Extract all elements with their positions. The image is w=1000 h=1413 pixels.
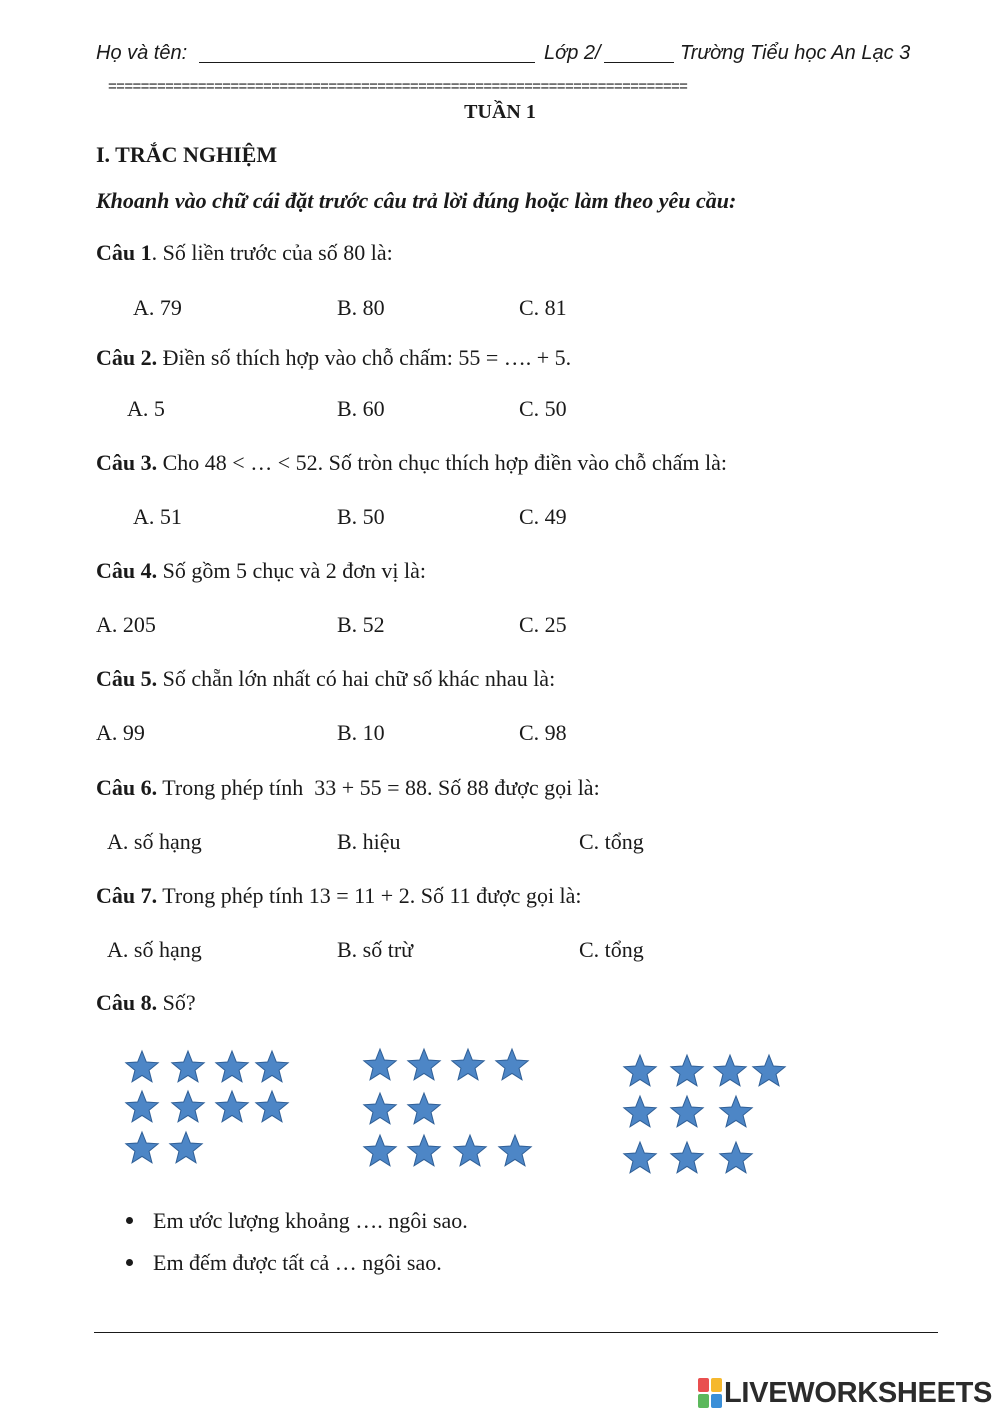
question-label: Câu 2. (96, 345, 158, 370)
question-text: Trong phép tính 33 + 55 = 88. Số 88 được gọi là: (157, 775, 600, 800)
question-text: Số chẵn lớn nhất có hai chữ số khác nhau là: (157, 666, 556, 691)
footer-rule (94, 1332, 938, 1333)
option-c[interactable]: C. 25 (519, 612, 567, 637)
count-text: Em đếm được tất cả … ngôi sao. (153, 1250, 442, 1275)
star-icon (216, 1051, 248, 1082)
option-c[interactable]: C. 49 (519, 504, 567, 529)
star-icon (408, 1049, 440, 1080)
star-icon (364, 1135, 396, 1166)
option-b[interactable]: B. 52 (337, 612, 385, 637)
option-b[interactable]: B. số trừ (337, 937, 414, 962)
star-icon (256, 1051, 288, 1082)
page-title: TUẦN 1 (464, 101, 536, 123)
option-c[interactable]: C. tổng (579, 937, 644, 962)
option-b[interactable]: B. hiệu (337, 829, 401, 854)
option-b[interactable]: B. 60 (337, 396, 385, 421)
star-icon (172, 1091, 204, 1122)
option-b[interactable]: B. 50 (337, 504, 385, 529)
bullet-icon (126, 1259, 133, 1266)
star-icon (671, 1096, 703, 1127)
question-label: Câu 5. (96, 666, 158, 691)
star-icon (720, 1096, 752, 1127)
option-c[interactable]: C. tổng (579, 829, 644, 854)
estimate-text: Em ước lượng khoảng …. ngôi sao. (153, 1208, 468, 1233)
star-icon (126, 1132, 158, 1163)
question-text: . Số liền trước của số 80 là: (151, 240, 393, 265)
question-label: Câu 6. (96, 775, 158, 800)
question-label: Câu 4. (96, 558, 158, 583)
star-icon (216, 1091, 248, 1122)
star-icon (454, 1135, 486, 1166)
logo-text: LIVEWORKSHEETS (724, 1376, 993, 1409)
star-icon (256, 1091, 288, 1122)
school-name: Trường Tiểu học An Lạc 3 (680, 42, 911, 64)
star-icon (126, 1051, 158, 1082)
star-icon (624, 1055, 656, 1086)
option-a[interactable]: A. 51 (133, 504, 182, 529)
star-icon (753, 1055, 785, 1086)
question-label: Câu 7. (96, 883, 158, 908)
separator-line: ======================================================================= (108, 78, 688, 95)
star-group-3 (624, 1055, 785, 1173)
star-icon (720, 1142, 752, 1173)
star-icon (126, 1091, 158, 1122)
star-group-1 (126, 1051, 288, 1163)
star-icon (624, 1096, 656, 1127)
bullet-icon (126, 1217, 133, 1224)
instruction-text: Khoanh vào chữ cái đặt trước câu trả lời đúng hoặc làm theo yêu cầu: (96, 188, 737, 213)
star-icon (364, 1093, 396, 1124)
star-icon (452, 1049, 484, 1080)
question-text: Số gồm 5 chục và 2 đơn vị là: (157, 558, 427, 583)
question-text: Số? (157, 990, 196, 1015)
name-label: Họ và tên: (96, 42, 188, 64)
class-label: Lớp 2/ (544, 42, 601, 64)
question-text: Điền số thích hợp vào chỗ chấm: 55 = …. + 5. (157, 345, 572, 370)
star-icon (170, 1132, 202, 1163)
option-a[interactable]: A. 99 (96, 720, 145, 745)
question-label: Câu 8. (96, 990, 158, 1015)
option-c[interactable]: C. 98 (519, 720, 567, 745)
star-icon (671, 1142, 703, 1173)
star-icon (408, 1093, 440, 1124)
liveworksheets-logo-icon (698, 1378, 722, 1408)
star-icon (364, 1049, 396, 1080)
star-icon (408, 1135, 440, 1166)
question-label: Câu 3. (96, 450, 158, 475)
question-label: Câu 1 (96, 240, 152, 265)
option-a[interactable]: A. 79 (133, 295, 182, 320)
option-b[interactable]: B. 80 (337, 295, 385, 320)
list-item (126, 1208, 468, 1234)
star-icon (496, 1049, 528, 1080)
question-text: Cho 48 < … < 52. Số tròn chục thích hợp điền vào chỗ chấm là: (157, 450, 727, 475)
option-a[interactable]: A. số hạng (107, 829, 202, 854)
star-group-2 (364, 1049, 531, 1166)
liveworksheets-logo (698, 1376, 992, 1410)
star-icon (172, 1051, 204, 1082)
option-a[interactable]: A. 5 (127, 396, 165, 421)
option-b[interactable]: B. 10 (337, 720, 385, 745)
question-text: Trong phép tính 13 = 11 + 2. Số 11 được gọi là: (157, 883, 582, 908)
list-item (126, 1250, 442, 1276)
option-a[interactable]: A. số hạng (107, 937, 202, 962)
star-icon (714, 1055, 746, 1086)
section-title: I. TRẮC NGHIỆM (96, 142, 278, 167)
star-icon (499, 1135, 531, 1166)
option-c[interactable]: C. 81 (519, 295, 567, 320)
option-a[interactable]: A. 205 (96, 612, 156, 637)
star-icon (671, 1055, 703, 1086)
star-icon (624, 1142, 656, 1173)
option-c[interactable]: C. 50 (519, 396, 567, 421)
